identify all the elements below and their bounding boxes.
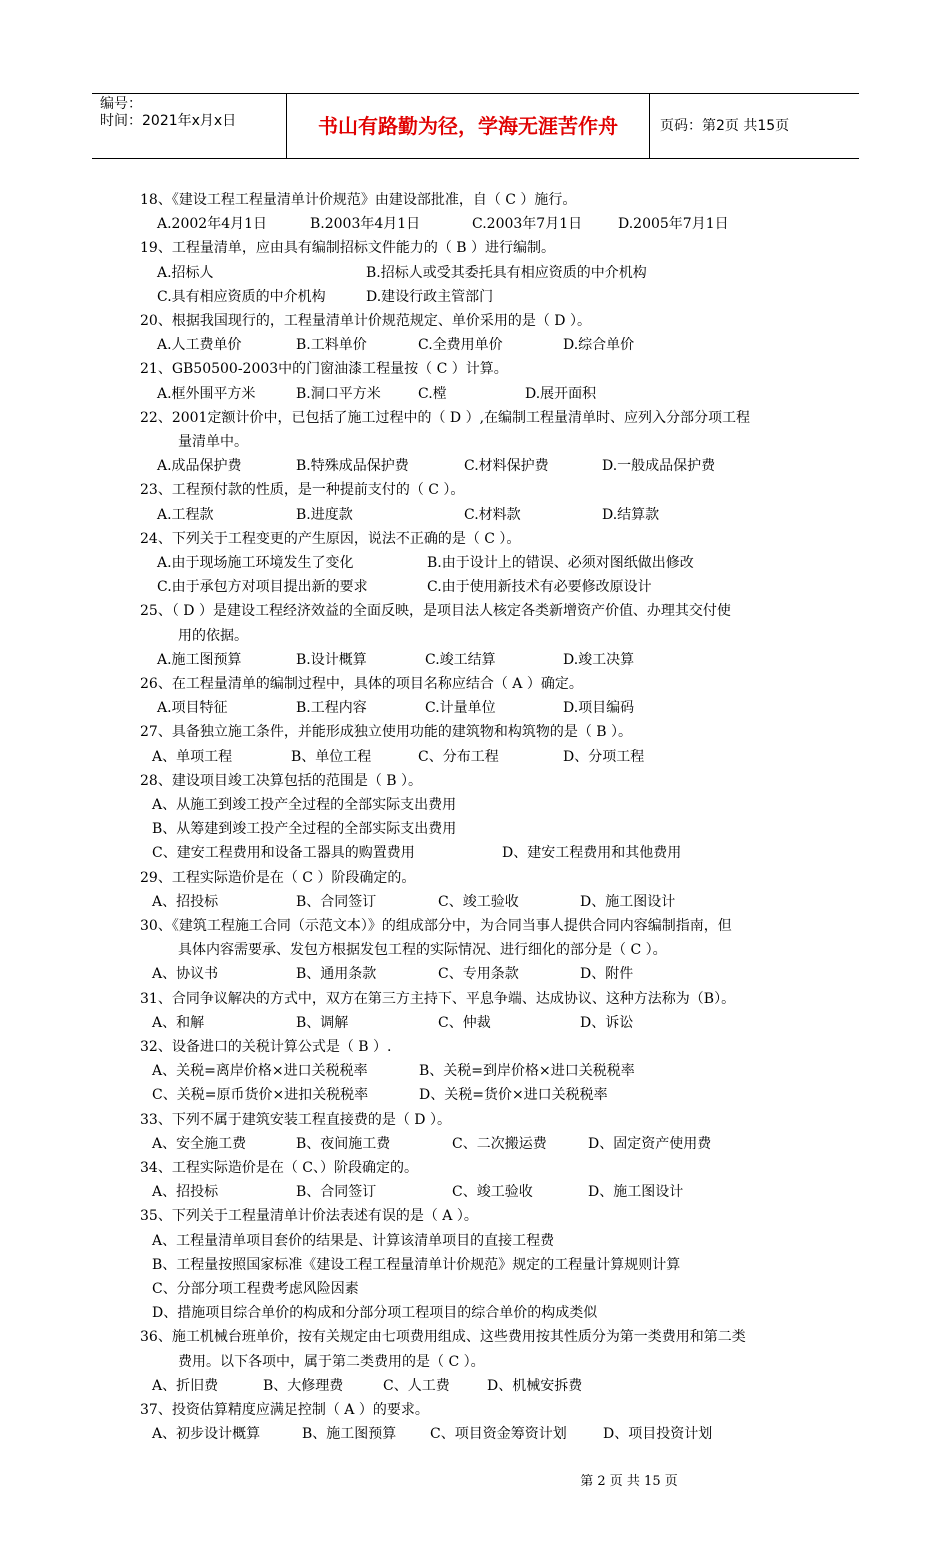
answer-option: C.由于承包方对项目提出新的要求 — [157, 579, 368, 596]
option-row — [0, 890, 950, 914]
answer-option: B、合同签订 — [296, 893, 377, 910]
answer-option: C.具有相应资质的中介机构 — [157, 288, 326, 305]
option-row — [0, 261, 950, 285]
option-row — [0, 503, 950, 527]
answer-option: C、仲裁 — [438, 1014, 491, 1031]
answer-option: A、招投标 — [152, 1184, 219, 1201]
answer-option: B、施工图预算 — [302, 1426, 397, 1443]
answer-option: B、合同签订 — [296, 1184, 377, 1201]
answer-option: D、分项工程 — [563, 748, 645, 765]
answer-option: D.展开面积 — [525, 385, 597, 402]
option-row — [0, 1229, 950, 1253]
option-row — [0, 648, 950, 672]
answer-option: A、招投标 — [152, 893, 219, 910]
answer-option: D、固定资产使用费 — [588, 1135, 712, 1152]
option-row — [0, 1011, 950, 1035]
question-line: 24、下列关于工程变更的产生原因，说法不正确的是（ C ）。 — [140, 530, 521, 547]
option-row — [0, 333, 950, 357]
answer-option: A.由于现场施工环境发生了变化 — [157, 555, 354, 571]
answer-option: C、分部分项工程费考虑风险因素 — [152, 1281, 359, 1297]
answer-option: D、附件 — [580, 966, 634, 983]
option-row — [0, 793, 950, 817]
answer-option: D、关税=货价×进口关税税率 — [419, 1087, 608, 1104]
question-line: 29、工程实际造价是在（ C ）阶段确定的。 — [140, 869, 416, 886]
option-row — [0, 1422, 950, 1446]
option-row — [0, 1253, 950, 1277]
answer-option: A、关税=离岸价格×进口关税税率 — [152, 1063, 368, 1080]
number-label: 编号： — [100, 96, 142, 112]
answer-option: A、从施工到竣工投产全过程的全部实际支出费用 — [152, 797, 457, 813]
question-line: 35、下列关于工程量清单计价法表述有误的是（ A ）。 — [140, 1208, 478, 1225]
answer-option: C、专用条款 — [438, 966, 519, 983]
answer-option: A、单项工程 — [152, 748, 233, 765]
question-line: 25、（ D ）是建设工程经济效益的全面反映，是项目法人核定各类新增资产价值、办理其交付使 — [140, 603, 731, 620]
question-line: 32、设备进口的关税计算公式是（ B ）. — [140, 1039, 392, 1055]
answer-option: C、竣工验收 — [452, 1184, 533, 1201]
question-line: 用的依据。 — [178, 627, 248, 644]
answer-option: B、通用条款 — [296, 966, 377, 983]
option-row — [0, 1301, 950, 1325]
answer-option: C.由于使用新技术有必要修改原设计 — [427, 579, 652, 596]
answer-option: B.特殊成品保护费 — [296, 458, 409, 475]
question-line: 26、在工程量清单的编制过程中，具体的项目名称应结合（ A ）确定。 — [140, 676, 583, 692]
answer-option: B、工程量按照国家标准《建设工程工程量清单计价规范》规定的工程量计算规则计算 — [152, 1256, 681, 1273]
option-row — [0, 551, 950, 575]
footer-page-number: 第 2 页 共 15 页 — [580, 1474, 678, 1489]
page-footer — [0, 1470, 950, 1489]
question-line: 22、2001定额计价中，已包括了施工过程中的（ D ）,在编制工程量清单时、应列入分部分项工程 — [140, 409, 751, 426]
answer-option: D.结算款 — [602, 506, 660, 523]
answer-option: B.进度款 — [296, 506, 353, 523]
answer-option: D、诉讼 — [580, 1014, 634, 1031]
option-row — [0, 1059, 950, 1083]
answer-option: A、安全施工费 — [152, 1135, 247, 1152]
answer-option: D.2005年7月1日 — [618, 216, 729, 233]
option-row — [0, 817, 950, 841]
option-row — [0, 1277, 950, 1301]
option-row — [0, 575, 950, 599]
answer-option: A.项目特征 — [157, 700, 228, 717]
answer-option: A、折旧费 — [152, 1377, 219, 1394]
option-row — [0, 841, 950, 865]
answer-option: D.综合单价 — [563, 337, 635, 354]
option-row — [0, 285, 950, 309]
answer-option: C.樘 — [418, 385, 447, 402]
answer-option: A、初步设计概算 — [152, 1426, 261, 1443]
answer-option: C、竣工验收 — [438, 893, 519, 910]
answer-option: A.成品保护费 — [157, 458, 242, 475]
answer-option: D、施工图设计 — [588, 1184, 684, 1201]
answer-option: A.2002年4月1日 — [157, 216, 268, 233]
answer-option: D.一般成品保护费 — [602, 458, 716, 475]
question-line: 36、施工机械台班单价，按有关规定由七项费用组成、这些费用按其性质分为第一类费用和第二类 — [140, 1329, 746, 1346]
question-line: 27、具备独立施工条件，并能形成独立使用功能的建筑物和构筑物的是（ B ）。 — [140, 724, 633, 741]
answer-option: B.招标人或受其委托具有相应资质的中介机构 — [366, 264, 647, 281]
answer-option: D.建设行政主管部门 — [366, 288, 494, 305]
header-meta — [92, 94, 287, 158]
option-row — [0, 745, 950, 769]
answer-option: B、单位工程 — [291, 748, 372, 765]
answer-option: A.招标人 — [157, 264, 214, 281]
question-line: 21、GB50500-2003中的门窗油漆工程量按（ C ）计算。 — [140, 361, 508, 378]
answer-option: C、建安工程费用和设备工器具的购置费用 — [152, 845, 415, 862]
question-line: 37、投资估算精度应满足控制（ A ）的要求。 — [140, 1402, 429, 1418]
question-line: 28、建设项目竣工决算包括的范围是（ B ）。 — [140, 772, 423, 789]
header-page-code: 页码：第2页 共15页 — [660, 118, 790, 134]
question-line: 33、下列不属于建筑安装工程直接费的是（ D ）。 — [140, 1111, 451, 1128]
answer-option: A.工程款 — [157, 506, 214, 523]
question-line: 具体内容需要承、发包方根据发包工程的实际情况、进行细化的部分是（ C ）。 — [178, 942, 667, 959]
answer-option: C.2003年7月1日 — [472, 216, 583, 233]
option-row — [0, 212, 950, 236]
answer-option: B、夜间施工费 — [296, 1135, 391, 1152]
answer-option: C、项目资金筹资计划 — [430, 1426, 567, 1443]
answer-option: A.人工费单价 — [157, 337, 242, 354]
answer-option: B、关税=到岸价格×进口关税税率 — [419, 1063, 635, 1080]
answer-option: B、从筹建到竣工投产全过程的全部实际支出费用 — [152, 821, 457, 838]
answer-option: B.2003年4月1日 — [310, 216, 421, 233]
answer-option: B、调解 — [296, 1014, 349, 1031]
answer-option: C、关税=原币货价×进扣关税税率 — [152, 1087, 369, 1104]
answer-option: A、工程量清单项目套价的结果是、计算该清单项目的直接工程费 — [152, 1232, 555, 1249]
answer-option: A、和解 — [152, 1014, 205, 1031]
answer-option: C.全费用单价 — [418, 337, 503, 354]
answer-option: C、二次搬运费 — [452, 1135, 547, 1152]
answer-option: D、机械安拆费 — [487, 1377, 583, 1394]
option-row — [0, 382, 950, 406]
question-line: 34、工程实际造价是在（ C、）阶段确定的。 — [140, 1160, 418, 1176]
question-line: 量清单中。 — [178, 434, 248, 450]
option-row — [0, 962, 950, 986]
page-header — [92, 93, 859, 159]
answer-option: C.计量单位 — [425, 700, 496, 717]
option-row — [0, 1132, 950, 1156]
answer-option: C、分布工程 — [418, 748, 499, 765]
question-line: 23、工程预付款的性质，是一种提前支付的（ C ）。 — [140, 482, 465, 499]
answer-option: D.竣工决算 — [563, 651, 635, 668]
header-motto: 书山有路勤为径，学海无涯苦作舟 — [287, 94, 650, 158]
answer-option: C.竣工结算 — [425, 651, 496, 668]
answer-option: D.项目编码 — [563, 700, 635, 717]
answer-option: B.由于设计上的错误、必须对图纸做出修改 — [427, 555, 694, 571]
answer-option: D、项目投资计划 — [603, 1426, 713, 1443]
answer-option: B.工料单价 — [296, 337, 367, 354]
option-row — [0, 1180, 950, 1204]
answer-option: D、施工图设计 — [580, 893, 676, 910]
answer-option: D、建安工程费用和其他费用 — [502, 845, 682, 862]
answer-option: B.洞口平方米 — [296, 385, 381, 402]
answer-option: A、协议书 — [152, 966, 219, 983]
answer-option: D、措施项目综合单价的构成和分部分项工程项目的综合单价的构成类似 — [152, 1305, 598, 1322]
question-line: 20、根据我国现行的，工程量清单计价规范规定、单价采用的是（ D ）。 — [140, 313, 591, 329]
question-line: 19、工程量清单，应由具有编制招标文件能力的（ B ）进行编制。 — [140, 240, 556, 257]
answer-option: C.材料保护费 — [464, 458, 549, 475]
answer-option: A.施工图预算 — [157, 651, 242, 668]
question-line: 费用。以下各项中，属于第二类费用的是（ C ）。 — [178, 1353, 485, 1370]
question-line: 18、《建设工程工程量清单计价规范》由建设部批准，自（ C ）施行。 — [140, 192, 577, 208]
answer-option: B.设计概算 — [296, 651, 367, 668]
answer-option: A.框外围平方米 — [157, 385, 256, 402]
option-row — [0, 696, 950, 720]
answer-option: B.工程内容 — [296, 700, 367, 717]
answer-option: C、人工费 — [383, 1377, 450, 1394]
option-row — [0, 1083, 950, 1107]
option-row — [0, 454, 950, 478]
answer-option: B、大修理费 — [263, 1377, 344, 1394]
question-line: 30、《建筑工程施工合同（示范文本）》的组成部分中，为合同当事人提供合同内容编制指南，但 — [140, 918, 732, 934]
time-label: 时间：2021年x月x日 — [100, 113, 237, 129]
option-row — [0, 1374, 950, 1398]
answer-option: C.材料款 — [464, 506, 521, 523]
question-line: 31、合同争议解决的方式中，双方在第三方主持下、平息争端、达成协议、这种方法称为（B）。 — [140, 990, 736, 1007]
